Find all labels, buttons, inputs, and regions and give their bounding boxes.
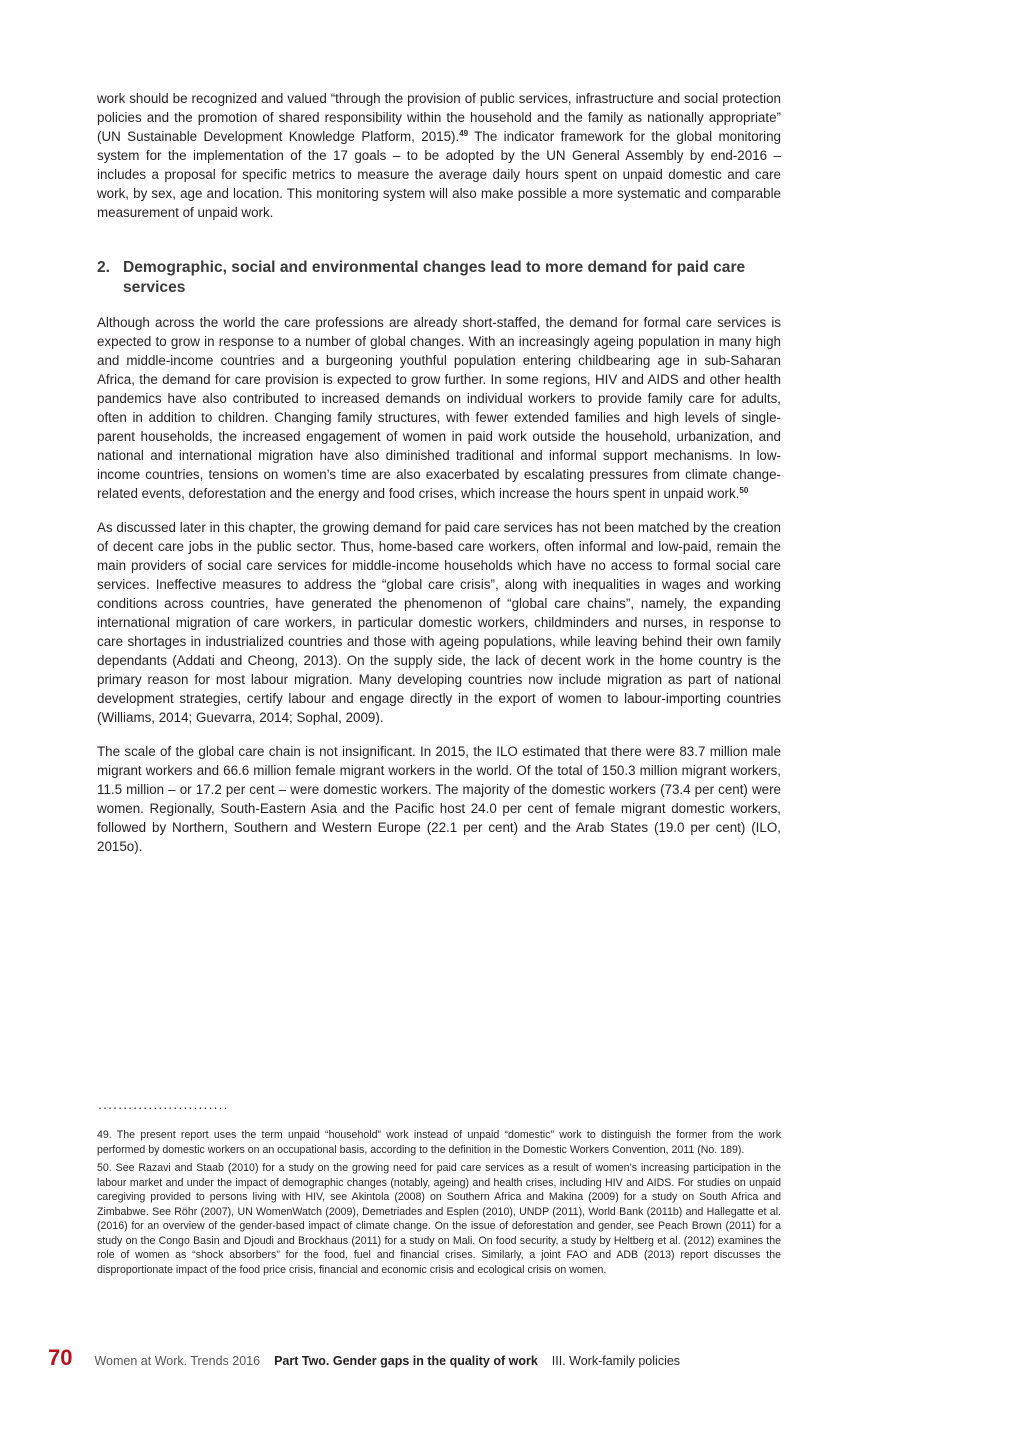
footnote-49: 49. The present report uses the term unpaid “household” work instead of unpaid “domestic” work to distinguish the former from the work performed by domestic workers on an occupational basis, according to the definition in the Domestic Workers Convention, 2011 (No. 189).: [97, 1129, 781, 1156]
paragraph-care-chains: As discussed later in this chapter, the growing demand for paid care services has not been matched by the creation of decent care jobs in the public sector. Thus, home-based care workers, often informal and low-paid, remain the main providers of social care services for middle-income households which have no access to formal social care services. Ineffective measures to address the “global care crisis”, along with inequalities in wages and working conditions across countries, have generated the phenomenon of “global care chains”, namely, the expanding international migration of care workers, in particular domestic workers, childminders and nurses, in response to care shortages in industrialized countries and those with ageing populations, while leaving behind their own family dependants (Addati and Cheong, 2013). On the supply side, the lack of decent work in the home country is the primary reason for most labour migration. Many developing countries now include migration as part of national development strategies, certify labour and engage directly in the export of women to labour-importing countries (Williams, 2014; Guevarra, 2014; Sophal, 2009).: [97, 520, 781, 725]
footnotes: [97, 1100, 781, 1277]
publication-title: Women at Work. Trends 2016: [94, 1354, 261, 1368]
paragraph-intro-text-b: The indicator framework for the global monitoring system for the implementation of the 17 goals – to be adopted by the UN General Assembly by end-2016 – includes a proposal for specific metrics to measure the average daily hours spent on unpaid domestic and care work, by sex, age and location. This monitoring system will also make possible a more systematic and comparable measurement of unpaid work.: [97, 129, 781, 220]
footnote-50: 50. See Razavi and Staab (2010) for a study on the growing need for paid care services as a result of women’s increasing participation in the labour market and under the impact of demographic changes (notably, ageing) and health crises, including HIV and AIDS. For studies on unpaid caregiving provided to persons living with HIV, see Akintola (2008) on Southern Africa and Makina (2009) for a study on South Africa and Zimbabwe. See Röhr (2007), UN WomenWatch (2009), Demetriades and Esplen (2010), UNDP (2011), World Bank (2011b) and Hallegatte et al. (2016) for an overview of the gender-based impact of climate change. On the issue of deforestation and gender, see Peach Brown (2011) for a study on the Congo Basin and Djoudi and Brockhaus (2011) for a study on Mali. On food security, a study by Heltberg et al. (2012) examines the role of women as “shock absorbers” for the food, fuel and financial crises. Similarly, a joint FAO and ADB (2013) report discusses the disproportionate impact of the food price crisis, financial and economic crisis and ecological crisis on women.: [97, 1162, 781, 1276]
footnote-divider: ..........................: [97, 1101, 228, 1112]
paragraph-demand-text: Although across the world the care professions are already short-staffed, the demand for formal care services is expected to grow in response to a number of global changes. With an increasingly ageing population in many high and middle-income countries and a burgeoning youthful population entering childbearing age in sub-Saharan Africa, the demand for care provision is expected to grow further. In some regions, HIV and AIDS and other health pandemics have also contributed to increased demands on individual workers to provide family care for adults, often in addition to children. Changing family structures, with fewer extended families and high levels of single-parent households, the increased engagement of women in paid work outside the household, urbanization, and national and international migration have also diminished traditional and informal support mechanisms. In low-income countries, tensions on women’s time are also exacerbated by escalating pressures from climate change-related events, deforestation and the energy and food crises, which increase the hours spent in unpaid work.: [97, 315, 781, 501]
paragraph-intro-text-a: work should be recognized and valued “through the provision of public services, infrastructure and social protection policies and the promotion of shared responsibility within the household and the family as nationally appropriate” (UN Sustainable Development Knowledge Platform, 2015).: [97, 91, 781, 144]
section-number: 2.: [97, 259, 111, 276]
paragraph-intro: [97, 89, 781, 222]
paragraph-scale: The scale of the global care chain is not insignificant. In 2015, the ILO estimated that there were 83.7 million male migrant workers and 66.6 million female migrant workers in the world. Of the total of 150.3 million migrant workers, 11.5 million – or 17.2 per cent – were domestic workers. The majority of the domestic workers (73.4 per cent) were women. Regionally, South-Eastern Asia and the Pacific host 24.0 per cent of female migrant domestic workers, followed by Northern, Southern and Western Europe (22.1 per cent) and the Arab States (19.0 per cent) (ILO, 2015o).: [97, 744, 781, 854]
footnote-ref-50[interactable]: 50: [739, 486, 749, 495]
page-number: 70: [48, 1345, 73, 1370]
part-title: Part Two. Gender gaps in the quality of work: [274, 1354, 538, 1368]
paragraph-demand: [97, 313, 781, 503]
chapter-title: III. Work-family policies: [551, 1354, 681, 1368]
section-heading: [97, 258, 781, 298]
section-title: Demographic, social and environmental changes lead to more demand for paid care services: [123, 259, 746, 296]
page-footer: [48, 1345, 680, 1375]
main-content: [97, 89, 781, 856]
footnote-ref-49[interactable]: 49: [459, 129, 469, 138]
